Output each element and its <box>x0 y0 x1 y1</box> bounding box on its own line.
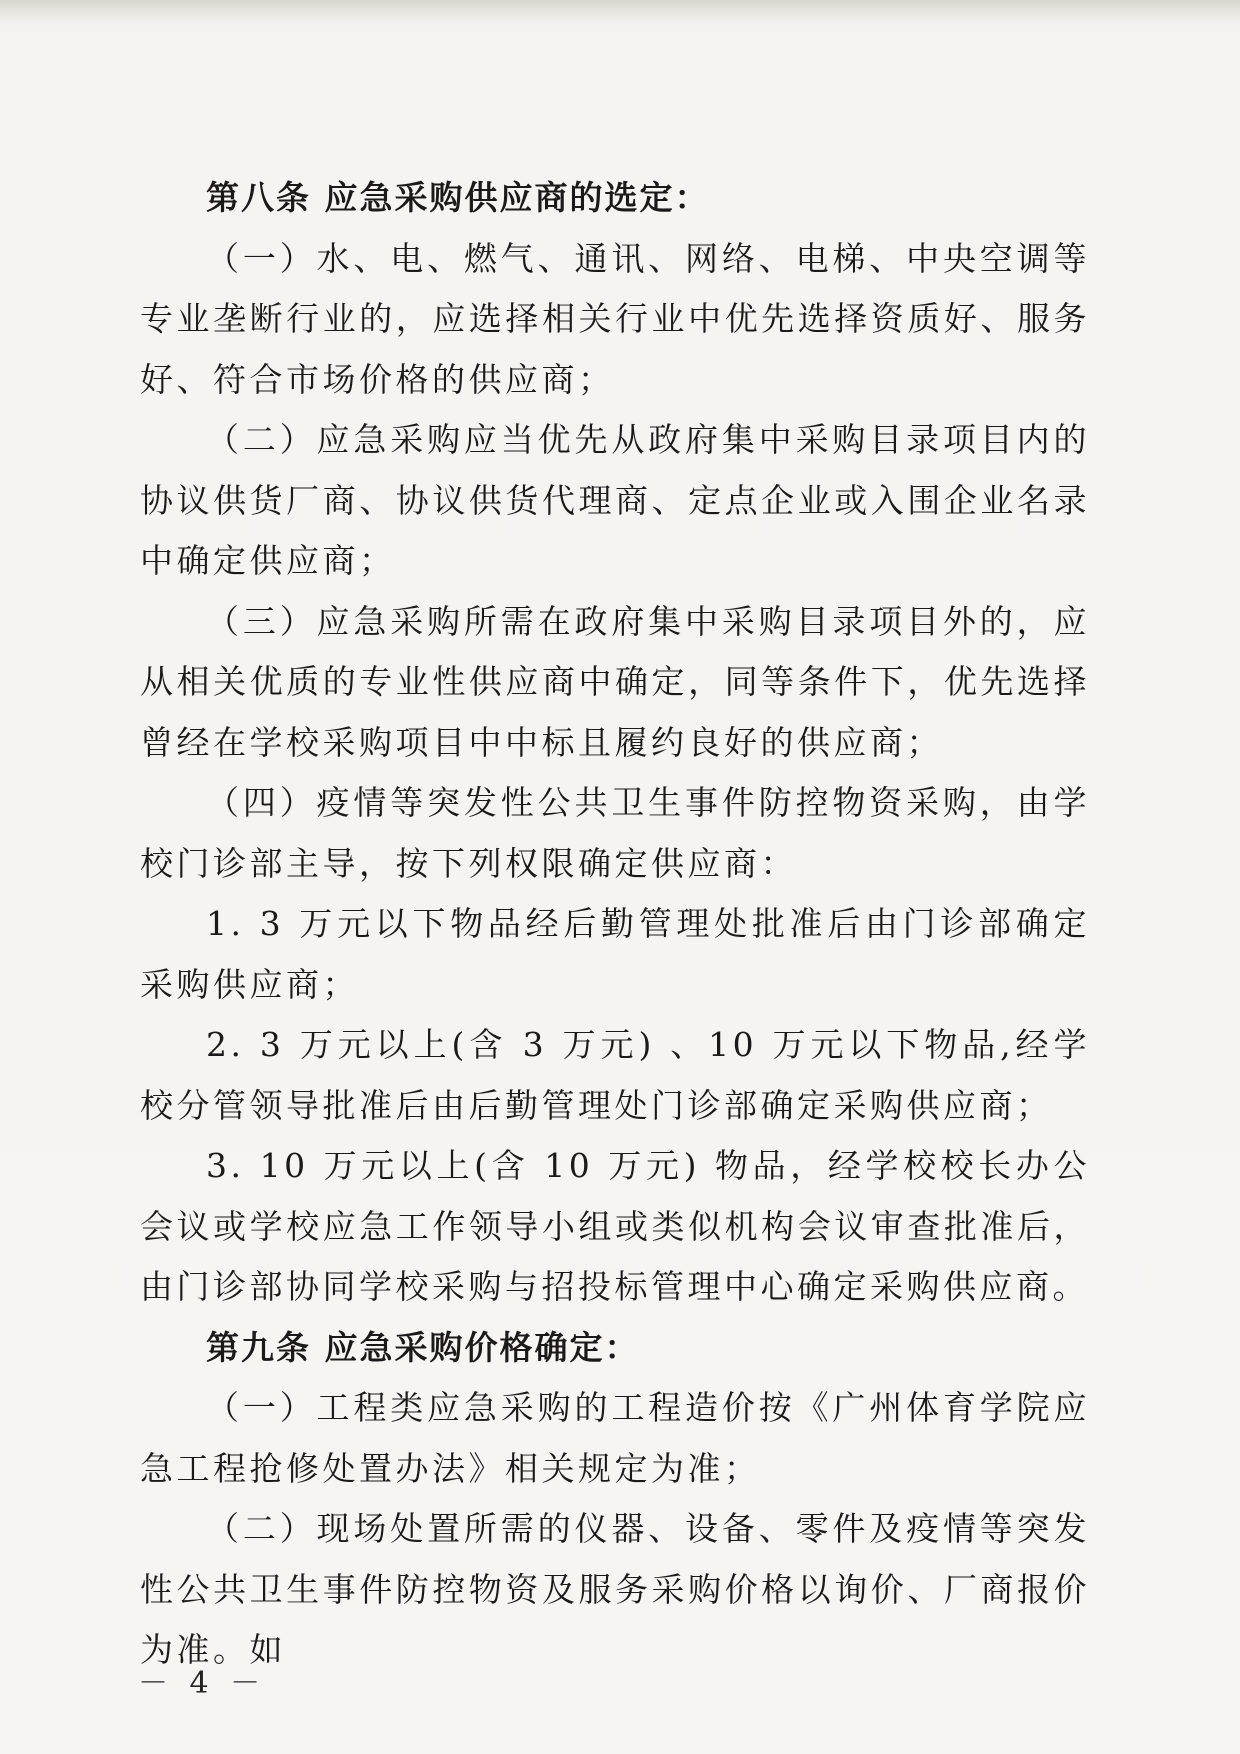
article-8-subitem-3: 3. 10 万元以上(含 10 万元) 物品，经学校校长办公会议或学校应急工作领导小组或类似机构会议审查批准后，由门诊部协同学校采购与招投标管理中心确定采购供应商。 <box>140 1146 1090 1306</box>
article-9-heading: 第九条 应急采购价格确定： <box>206 1327 640 1367</box>
article-8-heading: 第八条 应急采购供应商的选定： <box>206 178 710 217</box>
article-8-item-4: （四）疫情等突发性公共卫生事件防控物资采购，由学校门诊部主导，按下列权限确定供应商： <box>140 783 1090 883</box>
page-number: － 4 － <box>138 1666 267 1701</box>
article-8-subitem-2: 2. 3 万元以上(含 3 万元) 、10 万元以下物品,经学校分管领导批准后由后勤管理处门诊部确定采购供应商； <box>140 1025 1090 1125</box>
document-body <box>140 168 1090 1681</box>
article-8-subitem-1: 1. 3 万元以下物品经后勤管理处批准后由门诊部确定采购供应商； <box>140 904 1090 1004</box>
article-8-item-3: （三）应急采购所需在政府集中采购目录项目外的，应从相关优质的专业性供应商中确定，同等条件下，优先选择曾经在学校采购项目中中标且履约良好的供应商； <box>140 601 1090 762</box>
article-8-item-2: （二）应急采购应当优先从政府集中采购目录项目内的协议供货厂商、协议供货代理商、定点企业或入围企业名录中确定供应商； <box>140 420 1090 580</box>
article-9-item-1: （一）工程类应急采购的工程造价按《广州体育学院应急工程抢修处置办法》相关规定为准； <box>140 1388 1090 1488</box>
scan-top-edge <box>0 0 1240 22</box>
article-9-item-2: （二）现场处置所需的仪器、设备、零件及疫情等突发性公共卫生事件防控物资及服务采购价格以询价、厂商报价为准。如 <box>140 1509 1090 1669</box>
article-8-item-1: （一）水、电、燃气、通讯、网络、电梯、中央空调等专业垄断行业的，应选择相关行业中优先选择资质好、服务好、符合市场价格的供应商； <box>140 238 1090 399</box>
